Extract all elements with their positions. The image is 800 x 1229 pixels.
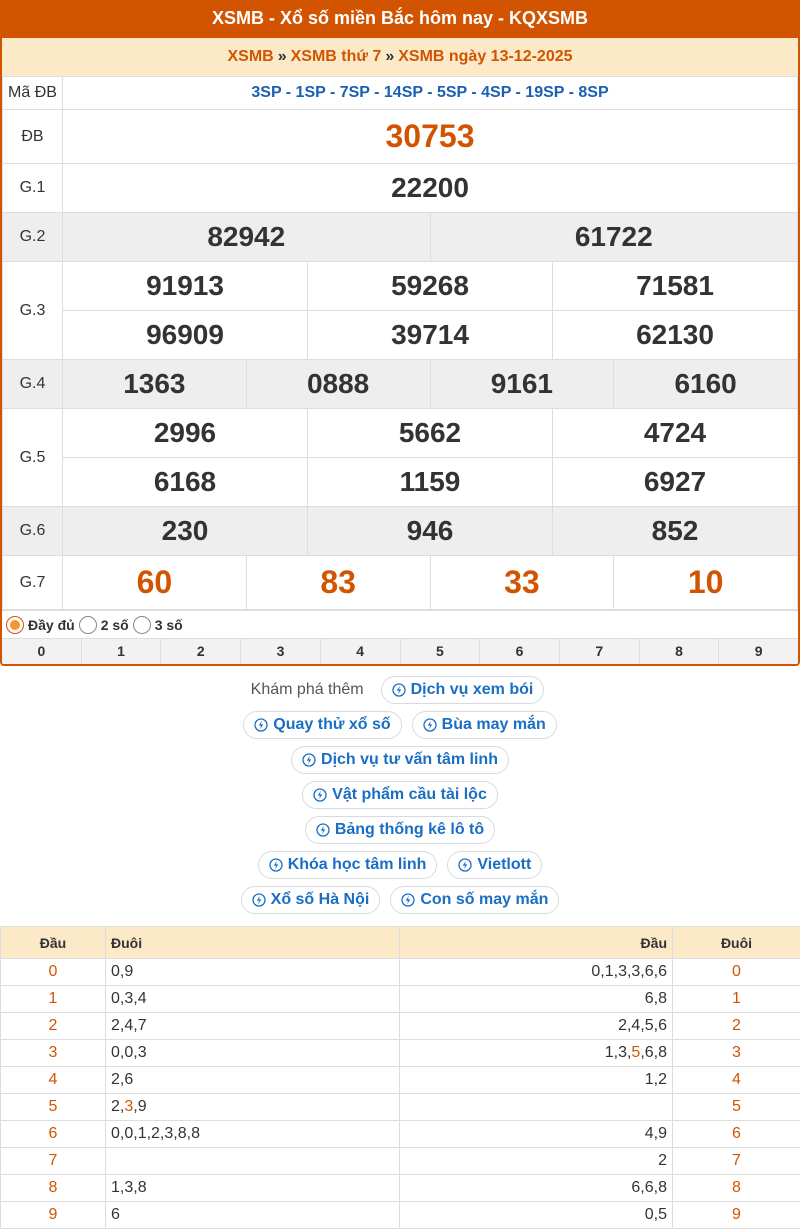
g6-number: 230 [63,507,308,556]
g3-number: 39714 [308,311,553,360]
table-row [1,986,800,1013]
explore-link-label: Vật phẩm cầu tài lộc [332,786,487,804]
loto-head-digit: 0 [1,959,106,986]
loto-tails: 1,3,8 [106,1175,400,1202]
loto-heads [400,1040,673,1067]
table-row [1,1013,800,1040]
loto-head-digit: 2 [1,1013,106,1040]
table-row [1,1094,800,1121]
loto-tail-digit: 4 [673,1067,800,1094]
loto-tail-digit: 5 [673,1094,800,1121]
loto-header-dau2: Đầu [400,927,673,959]
digit-button[interactable]: 0 [2,639,82,664]
loto-head-digit: 4 [1,1067,106,1094]
loto-tails [106,1148,400,1175]
digit-button[interactable]: 7 [560,639,640,664]
digit-button[interactable]: 3 [241,639,321,664]
g3-number: 96909 [63,311,308,360]
loto-tail-digit: 8 [673,1175,800,1202]
explore-link-label: Con số may mắn [420,891,548,909]
loto-tail-digit: 0 [673,959,800,986]
explore-section [0,672,800,917]
explore-link-label: Xổ số Hà Nội [271,891,370,909]
table-row [1,1148,800,1175]
digit-button[interactable]: 6 [480,639,560,664]
explore-link[interactable] [390,886,559,914]
explore-link-label: Dịch vụ xem bói [411,681,534,699]
loto-heads: 2 [400,1148,673,1175]
loto-tails: 0,9 [106,959,400,986]
explore-link[interactable] [381,676,545,704]
option-3-label: 3 số [155,617,183,633]
g4-number: 0888 [246,360,430,409]
ma-db-value: 3SP - 1SP - 7SP - 14SP - 5SP - 4SP - 19SP - 8SP [63,77,798,110]
db-label: ĐB [3,110,63,164]
table-row [1,1175,800,1202]
bolt-icon [401,893,415,907]
g7-label: G.7 [3,556,63,610]
g1-label: G.1 [3,164,63,213]
loto-heads-highlight: 5 [631,1044,640,1061]
g5-number: 1159 [308,458,553,507]
bolt-icon [313,788,327,802]
loto-heads-part: ,6,8 [640,1044,667,1061]
breadcrumb-xsmb-date[interactable]: XSMB ngày 13-12-2025 [398,48,572,65]
explore-link-label: Vietlott [477,856,531,874]
loto-tails: 2,6 [106,1067,400,1094]
explore-link[interactable] [241,886,381,914]
explore-label: Khám phá thêm [251,681,364,699]
table-row [1,1202,800,1229]
loto-tail-digit: 7 [673,1148,800,1175]
digit-button[interactable]: 4 [321,639,401,664]
explore-link-label: Quay thử xổ số [273,716,390,734]
loto-head-digit: 9 [1,1202,106,1229]
digit-filter [2,638,798,664]
table-row [1,1040,800,1067]
g7-number: 83 [246,556,430,610]
g3-number: 91913 [63,262,308,311]
g4-number: 6160 [614,360,798,409]
explore-link[interactable] [305,816,495,844]
bolt-icon [252,893,266,907]
bolt-icon [316,823,330,837]
g5-label: G.5 [3,409,63,507]
explore-link-label: Khóa học tâm linh [288,856,427,874]
loto-head-digit: 7 [1,1148,106,1175]
explore-link-label: Dịch vụ tư vấn tâm linh [321,751,498,769]
loto-table [0,926,800,1229]
bolt-icon [392,683,406,697]
loto-header-duoi: Đuôi [106,927,400,959]
bolt-icon [423,718,437,732]
g3-number: 71581 [553,262,798,311]
g7-number: 10 [614,556,798,610]
g7-number: 60 [63,556,247,610]
digit-button[interactable]: 5 [401,639,481,664]
g2-label: G.2 [3,213,63,262]
loto-heads: 6,6,8 [400,1175,673,1202]
explore-link-label: Bảng thống kê lô tô [335,821,484,839]
radio-icon[interactable] [133,616,151,634]
explore-link[interactable] [447,851,542,879]
digit-button[interactable]: 8 [640,639,720,664]
loto-heads: 4,9 [400,1121,673,1148]
option-full[interactable] [6,616,75,634]
loto-tails-part: 2, [111,1098,124,1115]
loto-heads [400,1094,673,1121]
loto-head-digit: 5 [1,1094,106,1121]
option-2-label: 2 số [101,617,129,633]
loto-heads: 0,5 [400,1202,673,1229]
ma-db-label: Mã ĐB [3,77,63,110]
option-3-digits[interactable] [133,616,183,634]
g6-number: 852 [553,507,798,556]
explore-link-label: Bùa may mắn [442,716,546,734]
breadcrumb [2,38,798,76]
page-title: XSMB - Xổ số miền Bắc hôm nay - KQXSMB [0,0,800,38]
g4-label: G.4 [3,360,63,409]
g7-number: 33 [430,556,614,610]
g3-number: 62130 [553,311,798,360]
loto-tails-part: ,9 [133,1098,146,1115]
g4-number: 9161 [430,360,614,409]
bolt-icon [302,753,316,767]
option-full-label: Đầy đủ [28,617,75,633]
digit-button[interactable]: 9 [719,639,798,664]
explore-link[interactable] [302,781,498,809]
loto-heads: 6,8 [400,986,673,1013]
breadcrumb-separator: » [278,48,287,65]
g5-number: 2996 [63,409,308,458]
loto-tail-digit: 1 [673,986,800,1013]
loto-heads: 0,1,3,3,6,6 [400,959,673,986]
explore-link[interactable] [412,711,557,739]
g5-number: 6168 [63,458,308,507]
digit-button[interactable]: 2 [161,639,241,664]
bolt-icon [269,858,283,872]
loto-tails-highlight: 3 [124,1098,133,1115]
breadcrumb-separator: » [385,48,394,65]
loto-tails: 2,4,7 [106,1013,400,1040]
g4-number: 1363 [63,360,247,409]
loto-head-digit: 8 [1,1175,106,1202]
g5-number: 4724 [553,409,798,458]
loto-head-digit: 6 [1,1121,106,1148]
radio-selected-icon[interactable] [6,616,24,634]
g2-number: 82942 [63,213,431,262]
loto-head-digit: 3 [1,1040,106,1067]
loto-tails: 6 [106,1202,400,1229]
loto-heads: 2,4,5,6 [400,1013,673,1040]
loto-head-digit: 1 [1,986,106,1013]
loto-heads: 1,2 [400,1067,673,1094]
display-options [2,610,798,638]
table-row [1,1067,800,1094]
loto-tail-digit: 2 [673,1013,800,1040]
loto-heads-part: 1,3, [605,1044,632,1061]
loto-tails: 0,0,3 [106,1040,400,1067]
special-prize: 30753 [63,110,798,164]
table-row [1,1121,800,1148]
loto-tail-digit: 3 [673,1040,800,1067]
option-2-digits[interactable] [79,616,129,634]
g6-label: G.6 [3,507,63,556]
bolt-icon [254,718,268,732]
explore-link[interactable] [258,851,438,879]
breadcrumb-xsmb-thu7[interactable]: XSMB thứ 7 [291,48,382,65]
digit-button[interactable]: 1 [82,639,162,664]
loto-tails [106,1094,400,1121]
table-row [1,959,800,986]
g5-number: 6927 [553,458,798,507]
g3-number: 59268 [308,262,553,311]
g3-label: G.3 [3,262,63,360]
loto-tail-digit: 6 [673,1121,800,1148]
g6-number: 946 [308,507,553,556]
breadcrumb-xsmb[interactable]: XSMB [227,48,273,65]
loto-header-duoi2: Đuôi [673,927,800,959]
loto-header-dau: Đầu [1,927,106,959]
explore-link[interactable] [291,746,509,774]
g2-number: 61722 [430,213,798,262]
g1-number: 22200 [63,164,798,213]
radio-icon[interactable] [79,616,97,634]
loto-tails: 0,3,4 [106,986,400,1013]
g5-number: 5662 [308,409,553,458]
loto-tails: 0,0,1,2,3,8,8 [106,1121,400,1148]
loto-tail-digit: 9 [673,1202,800,1229]
results-table [2,76,798,610]
bolt-icon [458,858,472,872]
explore-link[interactable] [243,711,401,739]
